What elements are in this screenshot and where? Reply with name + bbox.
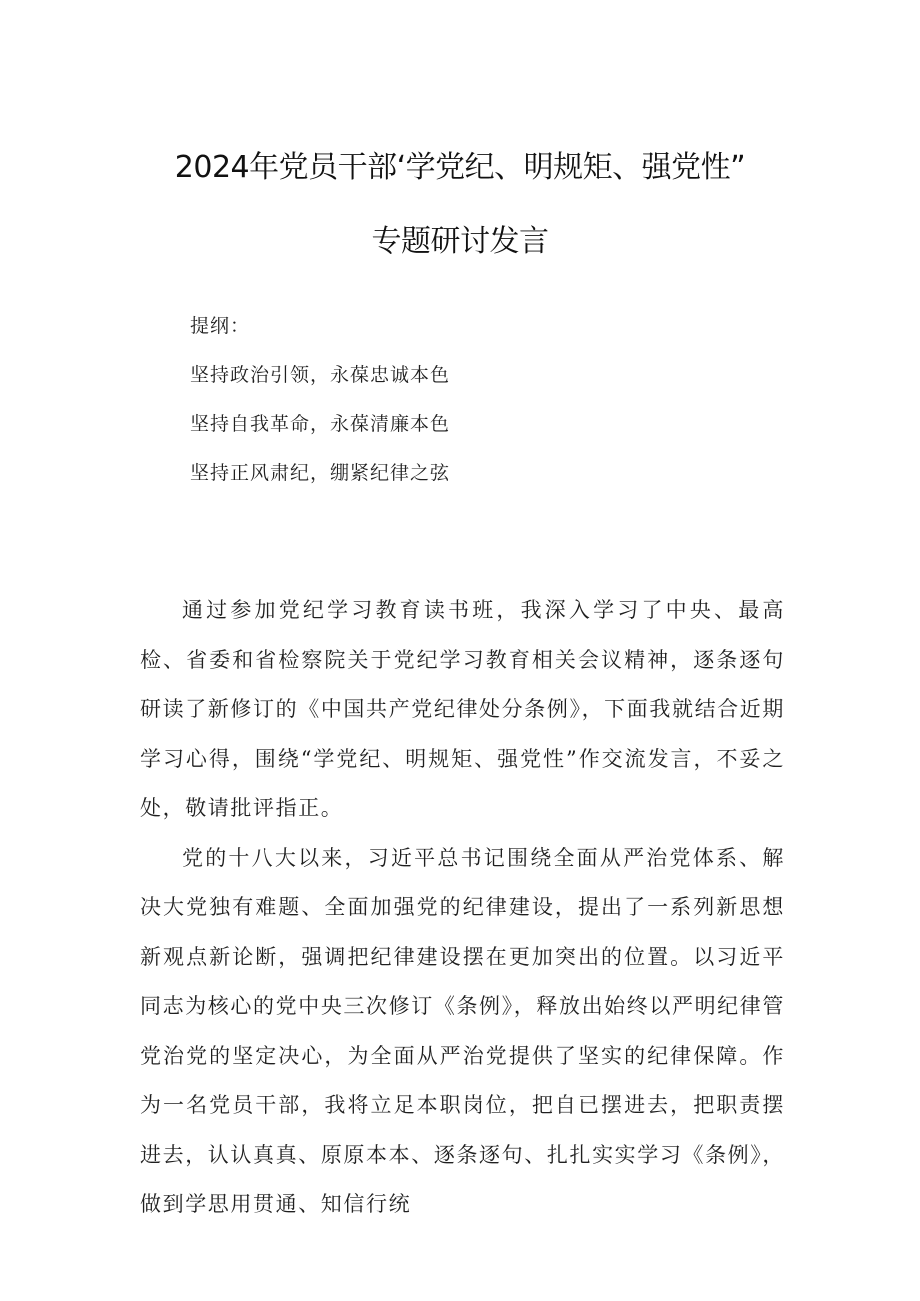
outline-item: 坚持正风肃纪，绷紧纪律之弦 (190, 462, 451, 484)
body-text (140, 586, 785, 1230)
body-paragraph: 通过参加党纪学习教育读书班，我深入学习了中央、最高检、省委和省检察院关于党纪学习教育相关会议精神，逐条逐句研读了新修订的《中国共产党纪律处分条例》，下面我就结合近期学习心得，围绕“学党纪、明规矩、强党性”作交流发言，不妥之处，敬请批评指正。 (140, 598, 785, 820)
document-title-line-1: 2024年党员干部‘学党纪、明规矩、强党性” (174, 150, 746, 185)
outline-item: 坚持自我革命，永葆清廉本色 (190, 413, 451, 435)
outline-section (190, 302, 790, 498)
document-title-line-2: 专题研讨发言 (371, 224, 549, 259)
outline-item: 坚持政治引领，永葆忠诚本色 (190, 364, 451, 386)
body-paragraph: 党的十八大以来，习近平总书记围绕全面从严治党体系、解决大党独有难题、全面加强党的纪律建设，提出了一系列新思想新观点新论断，强调把纪律建设摆在更加突出的位置。以习近平同志为核心的党中央三次修订《条例》，释放出始终以严明纪律管党治党的坚定决心，为全面从严治党提供了坚实的纪律保障。作为一名党员干部，我将立足本职岗位，把自已摆进去，把职责摆进去，认认真真、原原本本、逐条逐句、扎扎实实学习《条例》，做到学思用贯通、知信行统 (140, 845, 785, 1216)
outline-heading: 提纲： (190, 315, 251, 337)
